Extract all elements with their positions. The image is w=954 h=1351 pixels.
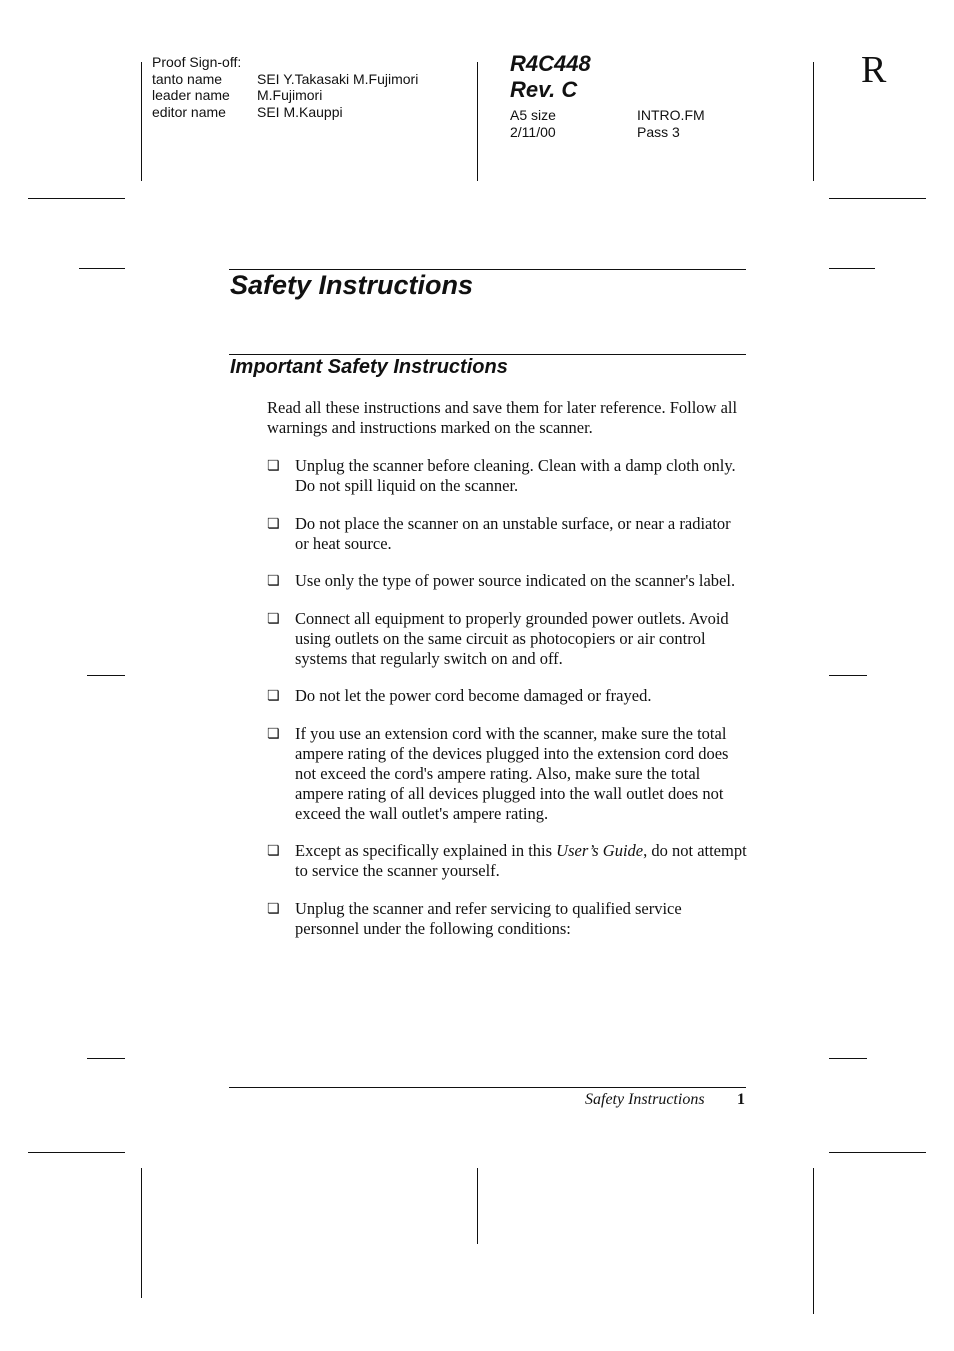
list-item xyxy=(267,724,747,824)
list-item xyxy=(267,514,747,554)
list-item xyxy=(267,899,747,939)
register-mark-right-2 xyxy=(829,675,867,676)
list-item-text: Use only the type of power source indicated on the scanner's label. xyxy=(295,571,736,590)
crop-mark-bottom-left-horizontal xyxy=(28,1152,125,1153)
list-item-text: If you use an extension cord with the scanner, make sure the total ampere rating of the devices plugged into the extension cord does not exceed the cord's ampere rating. Also, make sure the total ampere rating of all devices plugged into the wall outlet does not exceed the wall outlet's ampere rating. xyxy=(295,723,729,823)
footer-section-title: Safety Instructions xyxy=(585,1091,705,1108)
proof-label: leader name xyxy=(152,87,230,103)
crop-mark-top-right-vertical xyxy=(813,62,814,181)
register-mark-left-3 xyxy=(87,1058,125,1059)
doc-file: INTRO.FM xyxy=(637,107,705,123)
corner-mark: R xyxy=(861,49,887,91)
checkbox-bullet-icon: ❏ xyxy=(267,900,280,917)
crop-mark-top-center-vertical xyxy=(477,62,478,181)
doc-code: R4C448 xyxy=(510,51,591,76)
safety-list xyxy=(267,456,747,956)
list-item-text: Do not place the scanner on an unstable surface, or near a radiator or heat source. xyxy=(295,513,731,553)
doc-date: 2/11/00 xyxy=(510,123,556,140)
doc-meta-row-1 xyxy=(510,107,705,124)
doc-meta xyxy=(510,107,705,140)
register-mark-right-1 xyxy=(829,268,875,269)
section-title: Important Safety Instructions xyxy=(230,356,508,378)
crop-mark-bottom-right-vertical xyxy=(813,1168,814,1314)
proof-label: tanto name xyxy=(152,70,223,87)
proof-row-editor xyxy=(152,104,418,121)
list-item-text: Connect all equipment to properly grounded power outlets. Avoid using outlets on the same circuit as photocopiers or air control systems that regularly switch on and off. xyxy=(295,608,729,668)
list-item xyxy=(267,456,747,496)
checkbox-bullet-icon: ❏ xyxy=(267,458,280,474)
list-item xyxy=(267,571,747,591)
subtitle-rule xyxy=(229,354,746,355)
checkbox-bullet-icon: ❏ xyxy=(267,725,280,742)
list-item-text-pre: Except as specifically explained in this xyxy=(295,841,557,860)
list-item xyxy=(267,841,747,881)
doc-size: A5 size xyxy=(510,107,556,123)
proof-row-tanto xyxy=(152,71,418,88)
register-mark-left-2 xyxy=(87,675,125,676)
proof-value: SEI Y.Takasaki M.Fujimori xyxy=(257,70,419,87)
register-mark-left-1 xyxy=(79,268,125,269)
page-title: Safety Instructions xyxy=(230,270,474,300)
list-item-text: Do not let the power cord become damaged or frayed. xyxy=(295,686,652,705)
list-item xyxy=(267,686,747,706)
users-guide-reference: User’s Guide xyxy=(556,841,644,860)
list-item-text xyxy=(295,841,747,881)
page-number: 1 xyxy=(737,1091,745,1108)
crop-mark-bottom-center-vertical xyxy=(477,1168,478,1244)
list-item-text: Unplug the scanner and refer servicing to qualified service personnel under the following conditions: xyxy=(295,898,682,938)
proof-heading: Proof Sign-off: xyxy=(152,54,242,70)
crop-mark-bottom-left-vertical xyxy=(141,1168,142,1298)
proof-row-leader xyxy=(152,87,418,104)
doc-revision: Rev. C xyxy=(510,77,578,102)
crop-mark-top-left-vertical xyxy=(141,62,142,181)
checkbox-bullet-icon: ❏ xyxy=(267,610,280,627)
checkbox-bullet-icon: ❏ xyxy=(267,573,280,589)
register-mark-right-3 xyxy=(829,1058,867,1059)
proof-signoff xyxy=(152,54,418,120)
doc-pass: Pass 3 xyxy=(637,123,680,140)
proof-value: SEI M.Kauppi xyxy=(257,103,343,120)
crop-mark-bottom-right-horizontal xyxy=(829,1152,926,1153)
list-item-text: Unplug the scanner before cleaning. Clean with a damp cloth only. Do not spill liquid on the scanner. xyxy=(295,456,736,495)
proof-value: M.Fujimori xyxy=(257,87,323,103)
crop-mark-top-right-horizontal xyxy=(829,198,926,199)
doc-meta-row-2 xyxy=(510,124,705,141)
list-item-text-post: , do not attempt to service the scanner yourself. xyxy=(295,841,747,880)
crop-mark-top-left-horizontal xyxy=(28,198,125,199)
intro-paragraph: Read all these instructions and save them for later reference. Follow all warnings and instructions marked on the scanner. xyxy=(267,398,738,437)
list-item xyxy=(267,609,747,669)
checkbox-bullet-icon: ❏ xyxy=(267,688,280,704)
proof-label: editor name xyxy=(152,103,226,120)
footer-rule xyxy=(229,1087,746,1088)
checkbox-bullet-icon: ❏ xyxy=(267,515,280,532)
doc-code-block xyxy=(510,51,591,103)
checkbox-bullet-icon: ❏ xyxy=(267,843,280,859)
